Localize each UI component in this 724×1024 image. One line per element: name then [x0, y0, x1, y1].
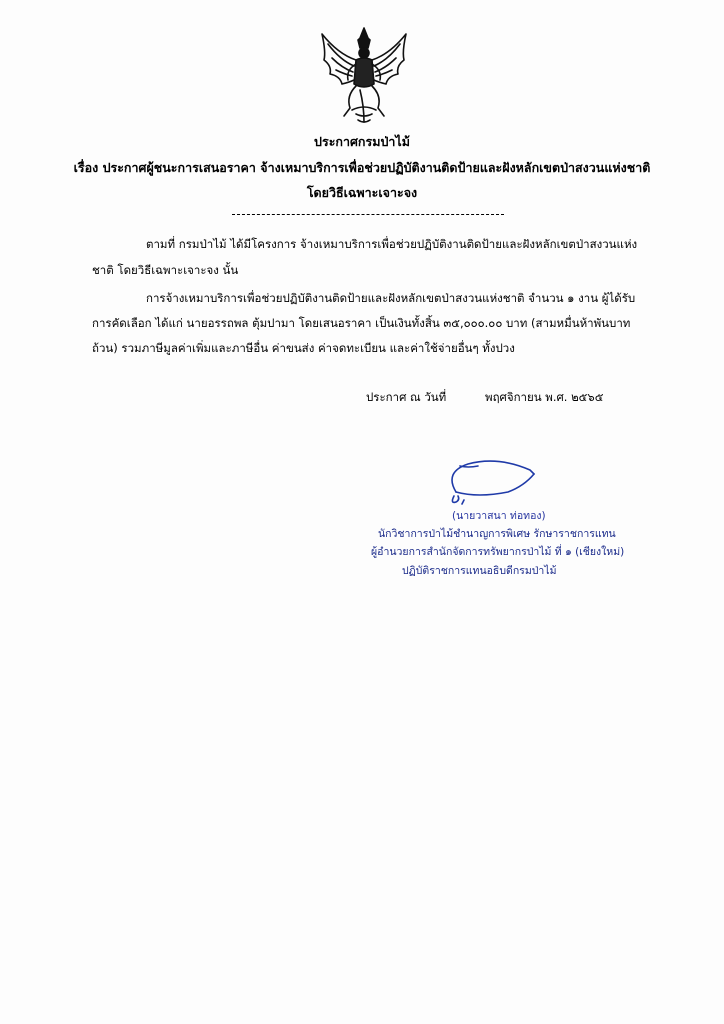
- title-divider: [232, 214, 504, 215]
- announcement-date: พฤศจิกายน พ.ศ. ๒๕๖๕: [485, 390, 604, 404]
- announcement-subject: เรื่อง ประกาศผู้ชนะการเสนอราคา จ้างเหมาบริการเพื่อช่วยปฏิบัติงานติดป้ายและฝังหลักเขตป่าสงวนแห่งชาติ: [73, 160, 651, 175]
- announcement-title: ประกาศกรมป่าไม้: [314, 134, 410, 149]
- garuda-emblem-icon: [316, 26, 412, 126]
- paragraph-2-line-2: การคัดเลือก ได้แก่ นายอรรถพล ตุ้มปามา โดยเสนอราคา เป็นเงินทั้งสิ้น ๓๕,๐๐๐.๐๐ บาท (สามหมื่นห้าพันบาท: [92, 316, 631, 330]
- signatory-position-3: ปฏิบัติราชการแทนอธิบดีกรมป่าไม้: [402, 565, 557, 577]
- signatory-position-2: ผู้อำนวยการสำนักจัดการทรัพยากรป่าไม้ ที่ ๑ (เชียงใหม่): [371, 546, 625, 558]
- paragraph-1-line-1: ตามที่ กรมป่าไม้ ได้มีโครงการ จ้างเหมาบริการเพื่อช่วยปฏิบัติงานติดป้ายและฝังหลักเขตป่าสงวนแห่ง: [146, 237, 638, 251]
- signatory-position-1: นักวิชาการป่าไม้ชำนาญการพิเศษ รักษาราชการแทน: [378, 528, 616, 540]
- handwritten-signature: [438, 452, 548, 512]
- announcement-date-label: ประกาศ ณ วันที่: [366, 390, 447, 404]
- paragraph-2-line-3: ถ้วน) รวมภาษีมูลค่าเพิ่มและภาษีอื่น ค่าขนส่ง ค่าจดทะเบียน และค่าใช้จ่ายอื่นๆ ทั้งปวง: [92, 341, 515, 355]
- procurement-method: โดยวิธีเฉพาะเจาะจง: [306, 185, 418, 200]
- paragraph-1-line-2: ชาติ โดยวิธีเฉพาะเจาะจง นั้น: [92, 263, 239, 277]
- paragraph-2-line-1: การจ้างเหมาบริการเพื่อช่วยปฏิบัติงานติดป้ายและฝังหลักเขตป่าสงวนแห่งชาติ จำนวน ๑ งาน ผู้ได้รับ: [146, 291, 636, 305]
- signatory-name: (นายวาสนา ท่อทอง): [452, 510, 546, 522]
